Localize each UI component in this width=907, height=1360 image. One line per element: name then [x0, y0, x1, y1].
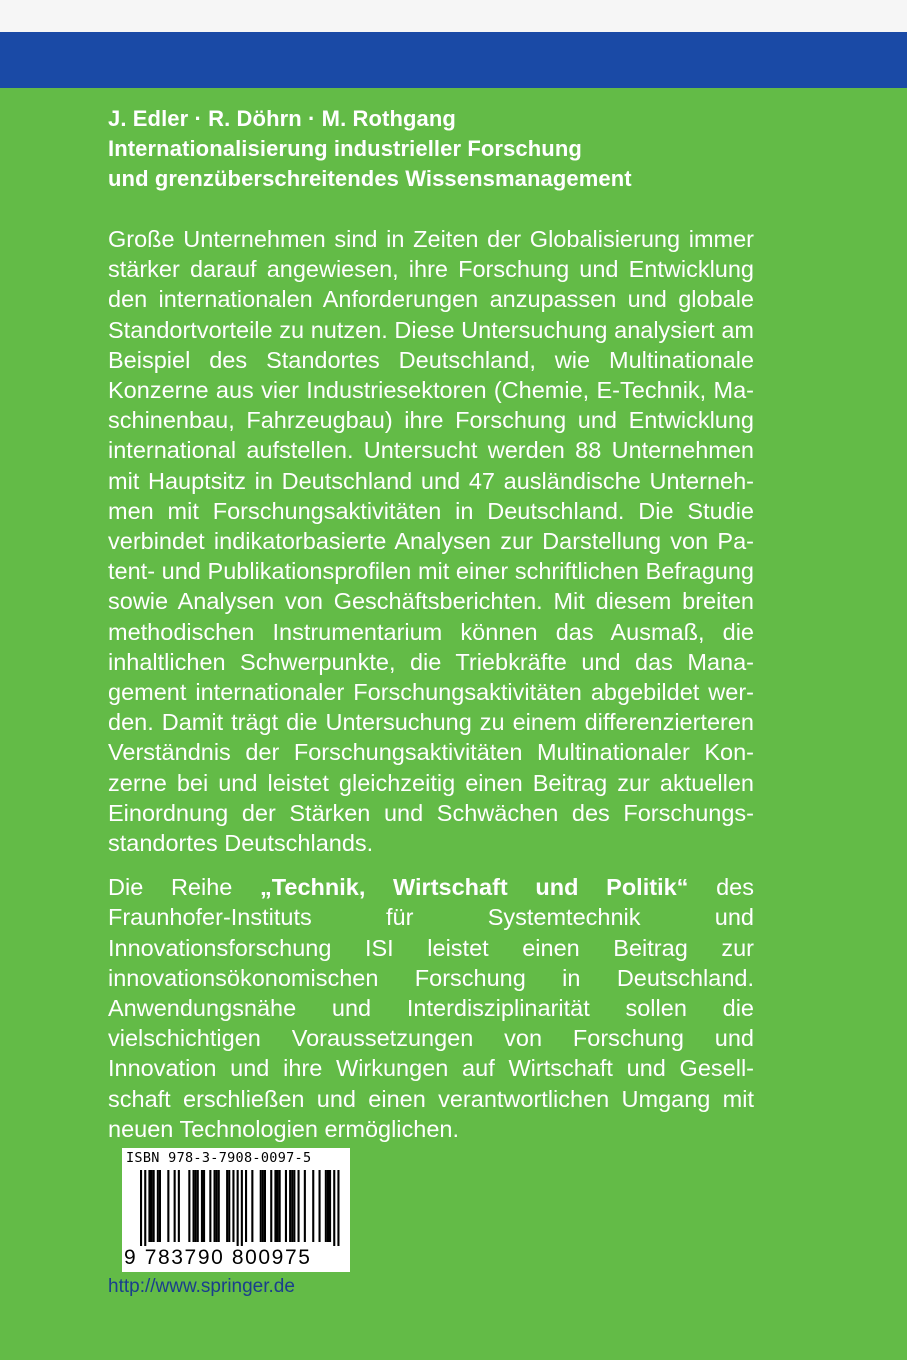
book-title-line-1: Internationalisierung industrieller Forschung — [108, 136, 582, 161]
series-description: des Fraunhofer-Instituts für Systemtechnik und Innovationsforschung ISI leistet einen Beitrag zur innovationsökonomischen Forschung in Deutschland. Anwendungsnähe und Interdisziplinarität sollen die vielschichtigen Voraussetzungen von Forschung und Innovation und ihre Wirkungen auf Wirtschaft und Gesellschaft erschließen und einen verantwortlichen Umgang mit neuen Technologien ermöglichen. — [108, 874, 754, 1142]
back-cover-text — [108, 104, 754, 1158]
barcode-bar — [151, 1170, 153, 1242]
barcode-bar — [201, 1170, 203, 1242]
barcode-digits: 9 783790 800975 — [124, 1246, 312, 1269]
barcode-bar — [327, 1170, 329, 1242]
barcode-bar — [237, 1170, 239, 1246]
isbn-label: ISBN 978-3-7908-0097-5 — [126, 1150, 312, 1166]
barcode-bar — [319, 1170, 321, 1242]
barcode-bar — [241, 1170, 243, 1246]
barcode-bar — [144, 1170, 146, 1246]
barcode-bar — [226, 1170, 228, 1242]
barcode-bar — [277, 1170, 279, 1242]
barcode-bar — [188, 1170, 190, 1242]
barcode-bar — [260, 1170, 262, 1242]
barcode-bar — [178, 1170, 180, 1242]
barcode-bar — [232, 1170, 234, 1242]
series-paragraph — [108, 872, 754, 1144]
barcode-bar — [203, 1170, 205, 1242]
barcode-bar — [285, 1170, 287, 1242]
barcode-bar — [279, 1170, 281, 1242]
series-prefix: Die Reihe — [108, 874, 261, 901]
barcode-bar — [148, 1170, 150, 1242]
barcode-bar — [193, 1170, 195, 1242]
barcode-bar — [218, 1170, 220, 1242]
barcode-bar — [174, 1170, 176, 1242]
book-title-line-2: und grenzüberschreitendes Wissensmanagement — [108, 166, 632, 191]
barcode-bar — [270, 1170, 272, 1242]
barcode-bar — [264, 1170, 266, 1242]
barcode-bar — [159, 1170, 161, 1242]
barcode-bar — [262, 1170, 264, 1242]
barcode-bar — [312, 1170, 314, 1242]
barcode-bar — [209, 1170, 211, 1242]
barcode-bar — [298, 1170, 300, 1242]
publisher-url[interactable]: http://www.springer.de — [108, 1276, 295, 1297]
barcode-bar — [216, 1170, 218, 1242]
barcode-bar — [293, 1170, 295, 1242]
barcode-bar — [167, 1170, 169, 1242]
barcode-bar — [325, 1170, 327, 1242]
title-block — [108, 104, 754, 194]
barcode-bar — [195, 1170, 197, 1242]
barcode-bar — [274, 1170, 276, 1242]
authors: J. Edler · R. Döhrn · M. Rothgang — [108, 106, 456, 131]
barcode-bar — [245, 1170, 247, 1242]
barcode-bar — [197, 1170, 199, 1242]
barcode-bar — [153, 1170, 155, 1242]
barcode-bar — [157, 1170, 159, 1242]
barcode — [122, 1148, 350, 1272]
barcode-bar — [329, 1170, 331, 1242]
barcode-bar — [304, 1170, 306, 1242]
barcode-bar — [214, 1170, 216, 1242]
series-name: „Technik, Wirtschaft und Politik“ — [260, 874, 689, 901]
description-paragraph: Große Unternehmen sind in Zeiten der Globalisierung immer stärker darauf angewiesen, ihre Forschung und Entwicklung den internationalen Anforderungen anzupassen und globale Standortvorteile zu nutzen. Diese Untersuchung analysiert am Beispiel des Standortes Deutschland, wie Multinationale Konzerne aus vier Industriesektoren (Chemie, E-Technik, Maschinenbau, Fahrzeugbau) ihre Forschung und Entwicklung international aufstellen. Untersucht werden 88 Unternehmen mit Hauptsitz in Deutschland und 47 ausländische Unternehmen mit Forschungsaktivitäten in Deutschland. Die Studie verbindet indikatorbasierte Analysen zur Darstellung von Patent- und Publikationsprofilen mit einer schriftlichen Befragung sowie Analysen von Geschäftsberichten. Mit diesem breiten methodischen Instrumentarium können das Ausmaß, die inhaltlichen Schwerpunkte, die Triebkräfte und das Management internationaler Forschungsaktivitäten abgebildet werden. Damit trägt die Untersuchung zu einem differenzierteren Verständnis der Forschungsaktivitäten Multinationaler Konzerne bei und leistet gleichzeitig einen Beitrag zur aktuellen Einordnung der Stärken und Schwächen des Forschungsstandortes Deutschlands. — [108, 226, 754, 857]
barcode-bar — [289, 1170, 291, 1242]
barcode-bar — [228, 1170, 230, 1242]
barcode-bar — [337, 1170, 339, 1246]
barcode-bars — [126, 1170, 346, 1246]
barcode-bar — [291, 1170, 293, 1242]
barcode-bar — [140, 1170, 142, 1246]
top-edge — [0, 0, 907, 32]
header-band — [0, 32, 907, 88]
barcode-bar — [333, 1170, 335, 1246]
barcode-bar — [251, 1170, 253, 1242]
